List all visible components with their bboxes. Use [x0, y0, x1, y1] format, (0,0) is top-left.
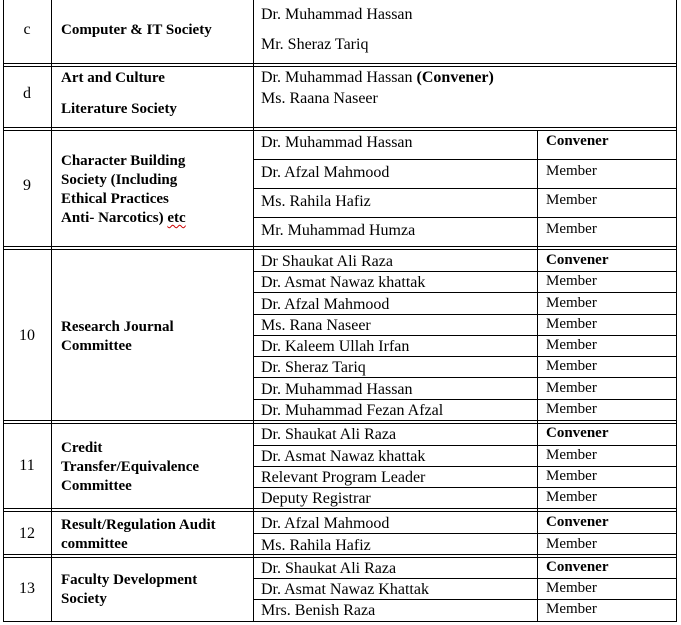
member-name: Dr. Asmat Nawaz khattak [261, 274, 426, 291]
role-label: Member [546, 601, 597, 617]
member-name: Relevant Program Leader [261, 469, 426, 486]
member-name: Dr. Asmat Nawaz Khattak [261, 581, 429, 598]
member-name: Dr. Shaukat Ali Raza [261, 560, 397, 577]
row-number: d [23, 85, 31, 102]
role-label: Convener [546, 425, 609, 441]
member-name: Dr. Afzal Mahmood [261, 296, 390, 313]
role-label: Member [546, 536, 597, 552]
convener-label: (Convener) [416, 69, 494, 86]
committee-name: Result/Regulation Audit [61, 517, 216, 533]
role-label: Member [546, 192, 597, 208]
member-name: Mr. Sheraz Tariq [261, 36, 369, 53]
committee-name: Committee [61, 338, 132, 354]
member-name: Dr. Afzal Mahmood [261, 515, 390, 532]
committee-name-text: Anti- Narcotics) [61, 210, 164, 226]
role-label: Member [546, 337, 597, 353]
committee-name: Transfer/Equivalence [61, 459, 200, 475]
member-name: Dr. Muhammad Hassan [261, 381, 413, 398]
role-label: Member [546, 163, 597, 179]
member-name: Dr. Afzal Mahmood [261, 164, 390, 181]
committee-name: Faculty Development [61, 572, 198, 588]
row-number: 12 [19, 525, 35, 542]
member-name: Mrs. Benish Raza [261, 602, 376, 619]
member-name: Ms. Rahila Hafiz [261, 537, 371, 554]
committee-name: committee [61, 536, 128, 552]
role-label: Convener [546, 252, 609, 268]
committee-name: Credit [61, 440, 103, 456]
committee-name [61, 209, 186, 228]
committee-name-tail: etc [167, 210, 186, 226]
role-label: Member [546, 380, 597, 396]
role-label: Member [546, 273, 597, 289]
member-name: Ms. Rahila Hafiz [261, 193, 371, 210]
committee-name: Committee [61, 478, 132, 494]
role-label: Member [546, 295, 597, 311]
member-name [261, 70, 494, 86]
member-name: Dr. Muhammad Hassan [261, 6, 413, 23]
member-name: Dr. Muhammad Hassan [261, 134, 413, 151]
row-number: 13 [19, 580, 35, 597]
committee-name: Society [61, 591, 107, 607]
member-name: Dr. Muhammad Fezan Afzal [261, 402, 444, 419]
role-label: Convener [546, 559, 609, 575]
role-label: Member [546, 358, 597, 374]
committee-name: Society (Including [61, 172, 178, 188]
committee-table [3, 0, 677, 622]
role-label: Member [546, 489, 597, 505]
committee-name: Art and Culture [61, 70, 165, 86]
role-label: Member [546, 447, 597, 463]
role-label: Convener [546, 514, 609, 530]
role-label: Member [546, 316, 597, 332]
member-name: Ms. Rana Naseer [261, 317, 371, 334]
member-name: Dr. Sheraz Tariq [261, 359, 366, 376]
role-label: Convener [546, 133, 609, 149]
member-name-text: Dr. Muhammad Hassan [261, 69, 413, 86]
committee-name: Research Journal [61, 319, 174, 335]
row-number: 10 [19, 327, 35, 344]
member-name: Ms. Raana Naseer [261, 90, 378, 107]
member-name: Dr. Kaleem Ullah Irfan [261, 338, 410, 355]
member-name: Dr. Asmat Nawaz khattak [261, 448, 426, 465]
member-name: Dr Shaukat Ali Raza [261, 253, 393, 270]
member-name: Mr. Muhammad Humza [261, 222, 416, 239]
row-number: 11 [19, 457, 35, 474]
role-label: Member [546, 221, 597, 237]
committee-name: Ethical Practices [61, 191, 169, 207]
member-name: Deputy Registrar [261, 490, 371, 507]
row-number: c [23, 21, 31, 38]
committee-name: Literature Society [61, 101, 177, 117]
role-label: Member [546, 580, 597, 596]
row-number: 9 [23, 177, 31, 194]
role-label: Member [546, 401, 597, 417]
role-label: Member [546, 468, 597, 484]
committee-name: Computer & IT Society [61, 22, 212, 38]
committee-name: Character Building [61, 153, 186, 169]
member-name: Dr. Shaukat Ali Raza [261, 426, 397, 443]
